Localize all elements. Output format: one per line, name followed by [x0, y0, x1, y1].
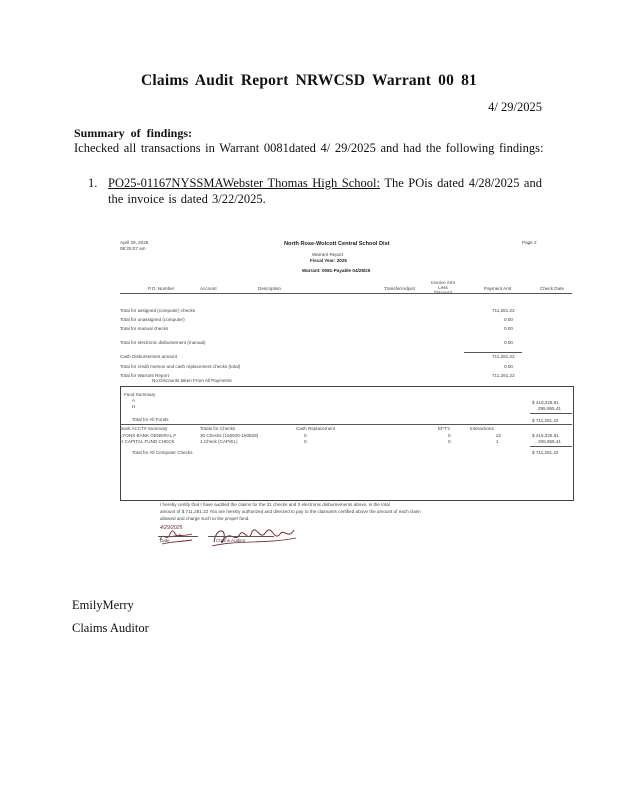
scan-bank-rule — [530, 446, 572, 447]
report-date: 4/ 29/2025 — [488, 100, 542, 114]
scan-bank-header: Cash Replacement — [296, 426, 336, 431]
scan-bank-header: Totals for Checks — [200, 426, 236, 431]
scan-col-description: Description — [258, 286, 281, 291]
scan-bank-name: LYONS BANK GENERAL F — [120, 433, 177, 438]
scan-col-check-date: Check Date — [540, 286, 565, 291]
scan-auditor-label: Claims Auditor — [216, 538, 246, 543]
scan-fund-summary-title: Fund Summary — [124, 392, 156, 397]
finding-body — [108, 175, 542, 207]
scan-date-label: Date — [160, 538, 170, 543]
scan-bank-checks: 30 Checks (150920-150829) — [200, 433, 259, 438]
scan-bank-header: Interactions — [470, 426, 494, 431]
scan-bank-total-label: Total for All Computer Checks — [132, 450, 193, 455]
scan-total-label: Cash Disbursement amount — [120, 354, 177, 359]
scan-bank-eft: 0 — [448, 433, 451, 438]
auditor-name: EmilyMerry — [72, 598, 134, 612]
scan-bank-header: Bank ACCT# Summary — [120, 426, 168, 431]
scan-header-rule — [120, 293, 572, 294]
scan-signature-line — [208, 536, 274, 537]
scan-col-po: P.O. Number — [148, 286, 175, 291]
auditor-role: Claims Auditor — [72, 621, 149, 635]
scan-fund-rule — [530, 413, 572, 414]
scan-total-label: Total for Warrant Report — [120, 373, 169, 378]
scan-total-value: 0.00 — [504, 364, 513, 369]
scan-fund-amount: $ 415,325.81 — [532, 400, 559, 405]
scan-total-label: Total for electronic disbursement (manual) — [120, 340, 206, 345]
scan-total-label: Total for assigned (computer) checks — [120, 308, 196, 313]
scan-bank-total: $ 711,281.22 — [532, 450, 559, 455]
scan-total-value: 711,281.22 — [492, 354, 515, 359]
scan-col-account: Account — [200, 286, 217, 291]
scan-report-name: Warrant Report — [312, 252, 344, 257]
scan-fund-divider — [120, 424, 572, 425]
scan-col-transfer: Transfer/Adjust — [384, 286, 415, 291]
summary-heading: Summary of findings: — [74, 126, 193, 140]
scan-summary-box — [120, 386, 574, 501]
scan-col-invoice: Invoice Amt Less Discount — [431, 280, 455, 295]
summary-intro: Ichecked all transactions in Warrant 0081dated 4/ 29/2025 and had the following findings: — [74, 141, 544, 155]
scan-total-value: 0.00 — [504, 317, 513, 322]
scan-fund-name: A — [132, 398, 136, 403]
scan-subtotal-rule — [464, 352, 522, 353]
finding-reference: PO25-01167NYSSMAWebster Thomas High School: — [108, 176, 380, 190]
scan-bank-amount: $ 415,325.81 — [532, 433, 559, 438]
scan-page: Page 2 — [522, 240, 537, 245]
scan-certification-line: amount of $ 711,281.22 You are hereby authorized and directed to pay to the claimants certified above the amount of each claim — [160, 509, 421, 514]
scan-date-line — [158, 536, 198, 537]
scan-fund-amount: 295,955.41 — [538, 406, 561, 411]
scan-district: North Rose-Wolcott Central School Dist — [284, 241, 390, 247]
scan-warrant-line: Warrant: 0081-Payable 04/28/25 — [302, 268, 371, 273]
scan-signature-date: 4/29/2025 — [160, 525, 183, 531]
scan-date: April 29, 2025 — [120, 240, 149, 245]
finding-text: The POis dated 4/28/2025 and the invoice is dated 3/22/2025. — [108, 176, 542, 206]
scan-total-value: 0.00 — [504, 340, 513, 345]
scan-bank-amount: 295,955.41 — [538, 439, 561, 444]
scan-bank-header: EFT's — [438, 426, 450, 431]
scan-no-discounts: No Discounts taken From All Payments — [152, 378, 232, 383]
scan-fund-total: $ 711,281.22 — [532, 418, 559, 423]
scan-bank-interactions: 22 — [496, 433, 502, 438]
scan-total-value: 711,281.22 — [492, 373, 515, 378]
scan-total-label: Total for manual checks — [120, 326, 169, 331]
report-title: Claims Audit Report NRWCSD Warrant 00 81 — [140, 72, 478, 89]
scan-bank-cash: 0 — [304, 433, 307, 438]
scan-certification-line: I hereby certify that I have audited the claims for the 31 checks and 0 electronic disbursements above, in the total — [160, 502, 390, 507]
scan-bank-eft: 0 — [448, 439, 451, 444]
scan-certification-line: allowed and charge such to the proper fund. — [160, 516, 250, 521]
scan-bank-interactions: 1 — [496, 439, 499, 444]
finding-number: 1. — [88, 176, 98, 190]
scan-time: 08:25:07 am — [120, 246, 146, 251]
scan-total-label: Total for credit memos and cash replacement checks (total) — [120, 364, 241, 369]
finding-item — [88, 175, 542, 207]
scan-total-value: 0.00 — [504, 326, 513, 331]
scan-bank-name: H CAPITAL FUND CHECK — [120, 439, 175, 444]
scan-fund-name: H — [132, 404, 136, 409]
scan-col-payment: Payment Amt — [484, 286, 512, 291]
scan-total-value: 711,281.22 — [492, 308, 515, 313]
scan-bank-checks: 1 Check (CAP/EL) — [200, 439, 238, 444]
scan-fund-total-label: Total for All Funds — [132, 417, 169, 422]
scan-total-label: Total for unassigned (computer) — [120, 317, 185, 322]
scan-bank-cash: 0 — [304, 439, 307, 444]
warrant-report-scan — [112, 236, 572, 566]
scan-fiscal-year: Fiscal Year: 2025 — [310, 258, 347, 263]
